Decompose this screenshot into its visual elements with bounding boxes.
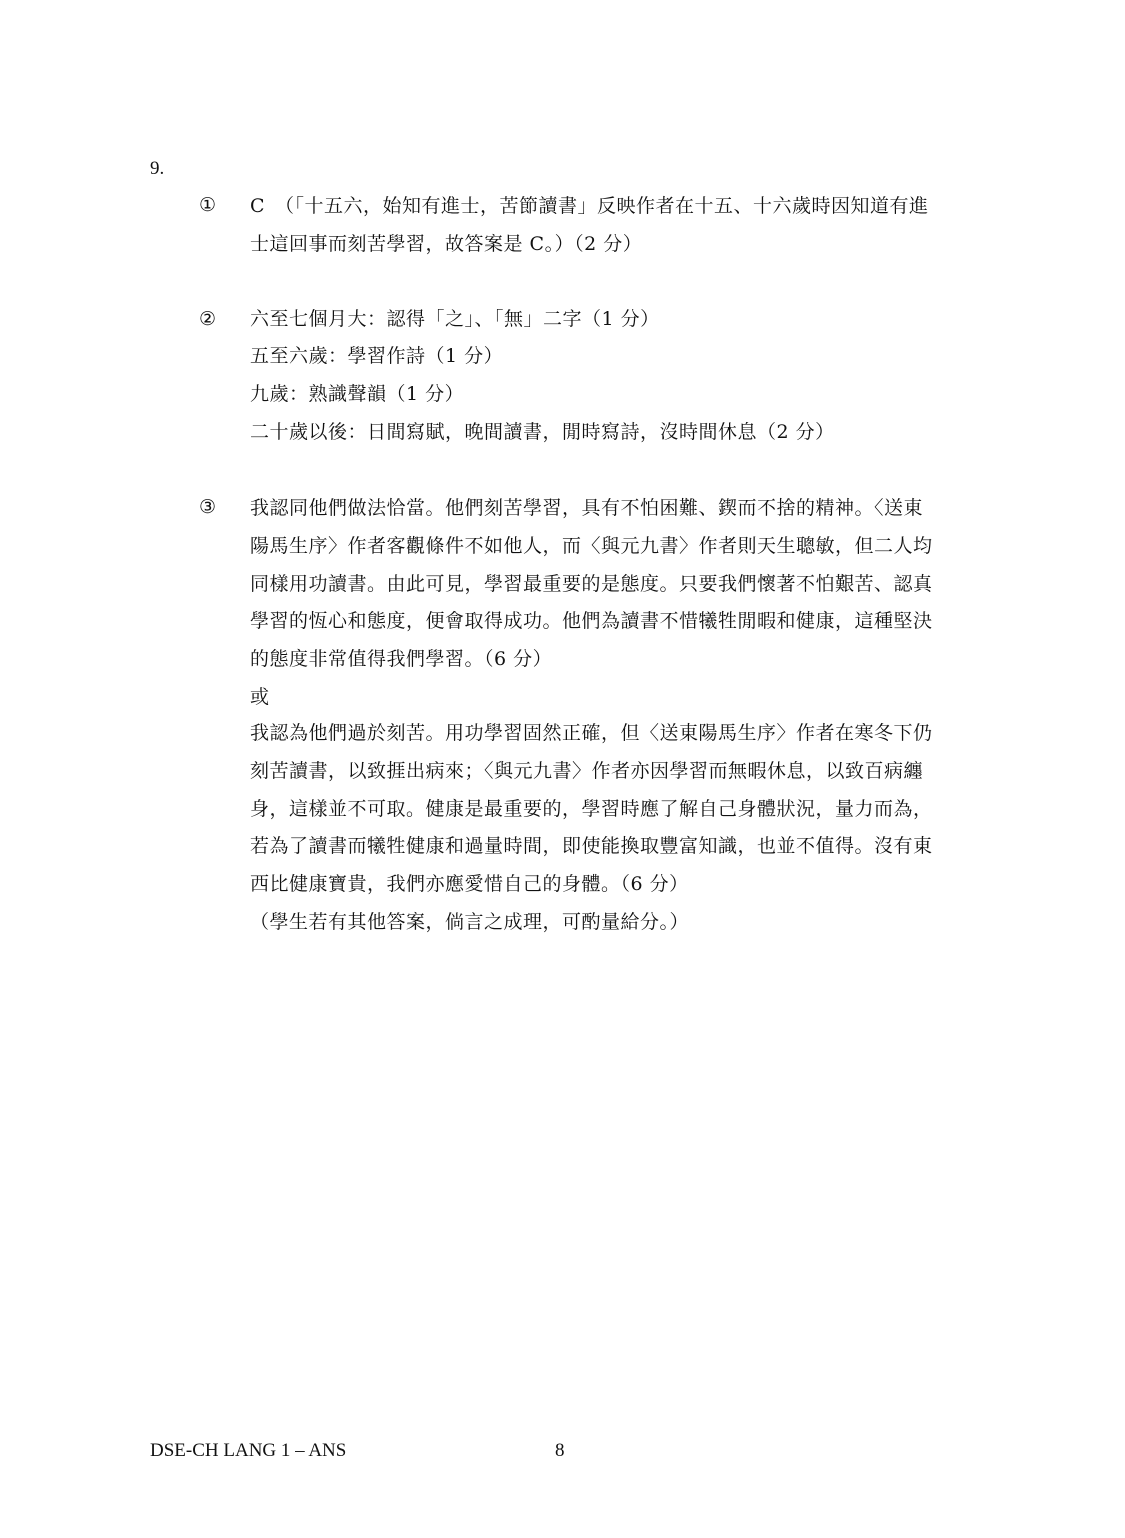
question-number: 9. bbox=[150, 158, 165, 179]
answer-line: 二十歲以後：日間寫賦，晚間讀書，閒時寫詩，沒時間休息（2 分） bbox=[250, 421, 835, 443]
answer-line: 士這回事而刻苦學習，故答案是 C。）（2 分） bbox=[250, 233, 643, 255]
answer-line: 學習的恆心和態度，便會取得成功。他們為讀書不惜犧牲閒暇和健康，這種堅決 bbox=[250, 610, 933, 632]
answer-line: 身，這樣並不可取。健康是最重要的，學習時應了解自己身體狀況，量力而為， bbox=[250, 798, 933, 820]
answer-line: 六至七個月大：認得「之」、「無」二字（1 分） bbox=[250, 308, 660, 330]
marking-note: （學生若有其他答案，倘言之成理，可酌量給分。） bbox=[250, 911, 690, 933]
or-separator: 或 bbox=[250, 686, 270, 708]
item-marker: ① bbox=[199, 194, 217, 216]
item-marker: ② bbox=[199, 308, 217, 330]
answer-line: 若為了讀書而犧牲健康和過量時間，即使能換取豐富知識，也並不值得。沒有東 bbox=[250, 835, 933, 857]
answer-line: 刻苦讀書，以致捱出病來；〈與元九書〉作者亦因學習而無暇休息，以致百病纏 bbox=[250, 760, 924, 782]
answer-line: 五至六歲：學習作詩（1 分） bbox=[250, 345, 504, 367]
answer-line: 同樣用功讀書。由此可見，學習最重要的是態度。只要我們懷著不怕艱苦、認真 bbox=[250, 573, 933, 595]
answer-line: 九歲：熟識聲韻（1 分） bbox=[250, 383, 465, 405]
answer-line: 我認同他們做法恰當。他們刻苦學習，具有不怕困難、鍥而不捨的精神。〈送東 bbox=[250, 497, 924, 519]
page-number: 8 bbox=[555, 1440, 565, 1461]
answer-line: 我認為他們過於刻苦。用功學習固然正確，但〈送東陽馬生序〉作者在寒冬下仍 bbox=[250, 722, 933, 744]
footer-code: DSE-CH LANG 1 – ANS bbox=[150, 1440, 347, 1461]
item-marker: ③ bbox=[199, 496, 217, 518]
answer-line: 陽馬生序〉作者客觀條件不如他人，而〈與元九書〉作者則天生聰敏，但二人均 bbox=[250, 535, 933, 557]
answer-line: 西比健康寶貴，我們亦應愛惜自己的身體。（6 分） bbox=[250, 873, 689, 895]
answer-line: 的態度非常值得我們學習。（6 分） bbox=[250, 648, 553, 670]
answer-line: C （「十五六，始知有進士，苦節讀書」反映作者在十五、十六歲時因知道有進 bbox=[250, 195, 929, 217]
